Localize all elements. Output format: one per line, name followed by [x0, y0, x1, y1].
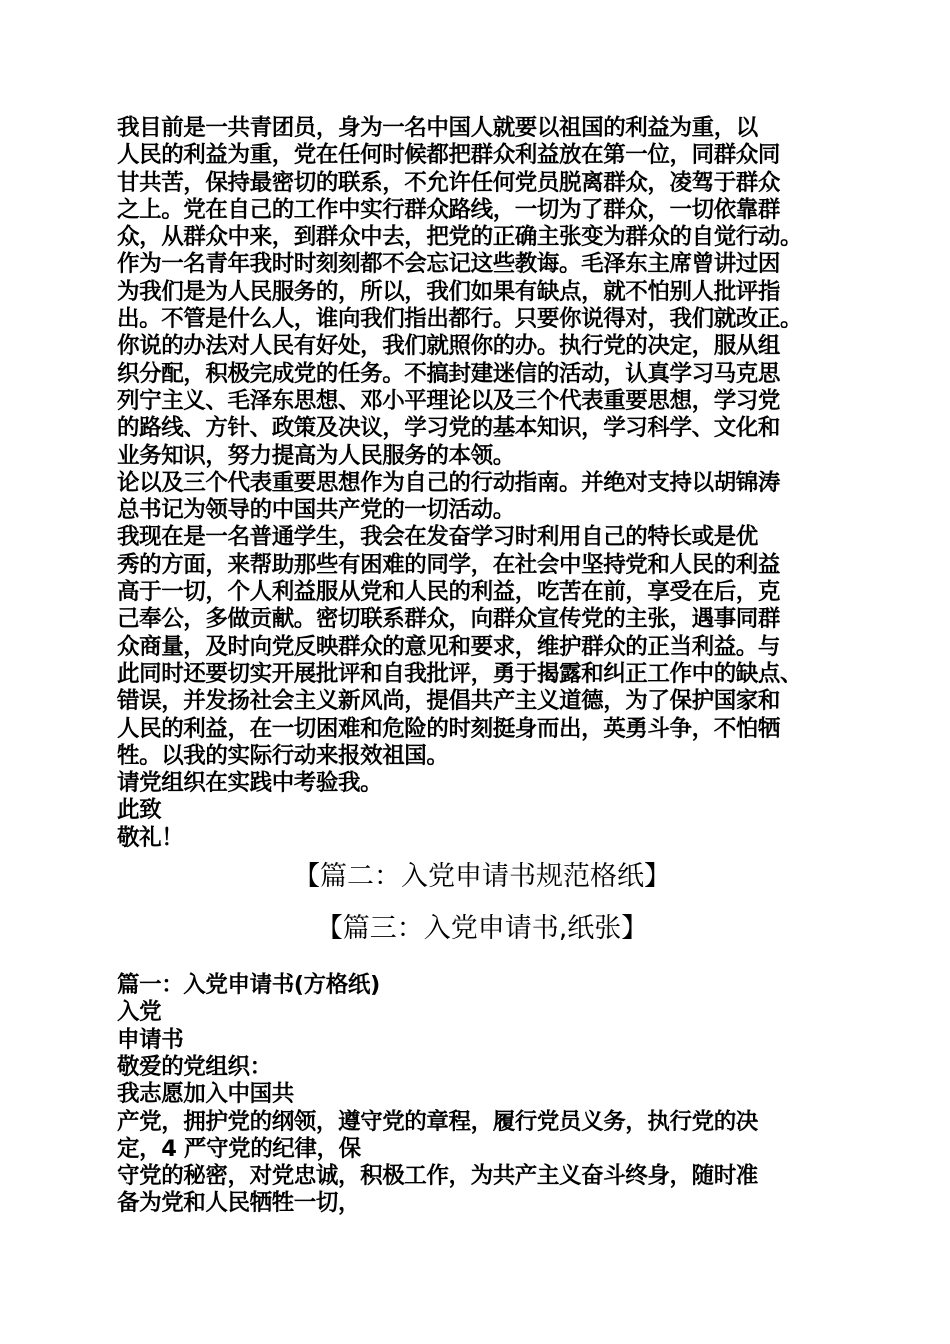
text-line: 敬礼！: [117, 824, 184, 851]
text-line: 此致: [117, 797, 162, 824]
text-line: 总书记为领导的中国共产党的一切活动。: [117, 497, 515, 524]
text-line: 秀的方面，来帮助那些有困难的同学，在社会中坚持党和人民的利益: [117, 551, 781, 578]
text-line: 论以及三个代表重要思想作为自己的行动指南。并绝对支持以胡锦涛: [117, 469, 781, 496]
text-line: 定，4 严守党的纪律，保: [117, 1135, 361, 1162]
text-line: 人民的利益，在一切困难和危险的时刻挺身而出，英勇斗争，不怕牺: [117, 715, 781, 742]
text-line: 入党: [117, 999, 162, 1026]
body-block-1: [117, 115, 847, 852]
text-line: 列宁主义、毛泽东思想、邓小平理论以及三个代表重要思想，学习党: [117, 387, 781, 414]
text-line: 此同时还要切实开展批评和自我批评，勇于揭露和纠正工作中的缺点、: [117, 660, 803, 687]
text-line: 你说的办法对人民有好处，我们就照你的办。执行党的决定，服从组: [117, 333, 781, 360]
text-line: 之上。党在自己的工作中实行群众路线，一切为了群众，一切依靠群: [117, 196, 781, 223]
text-line: 我志愿加入中国共: [117, 1081, 294, 1108]
text-line: 敬爱的党组织：: [117, 1053, 272, 1080]
text-line: 织分配，积极完成党的任务。不搞封建迷信的活动，认真学习马克思: [117, 360, 781, 387]
text-line: 甘共苦，保持最密切的联系，不允许任何党员脱离群众，凌驾于群众: [117, 169, 781, 196]
text-line: 备为党和人民牺牲一切，: [117, 1190, 361, 1217]
text-line: 众商量，及时向党反映群众的意见和要求，维护群众的正当利益。与: [117, 633, 781, 660]
body-block-2: [117, 972, 847, 1218]
text-line: 作为一名青年我时时刻刻都不会忘记这些教诲。毛泽东主席曾讲过因: [117, 251, 781, 278]
text-line: 高于一切，个人利益服从党和人民的利益，吃苦在前，享受在后，克: [117, 579, 781, 606]
text-line: 出。不管是什么人，谁向我们指出都行。只要你说得对，我们就改正。: [117, 306, 803, 333]
text-line: 请党组织在实践中考验我。: [117, 770, 383, 797]
text-line: 申请书: [117, 1026, 184, 1053]
document-page: [117, 115, 847, 1218]
text-line: 错误，并发扬社会主义新风尚，提倡共产主义道德，为了保护国家和: [117, 688, 781, 715]
section-heading-2: 【篇二：入党申请书规范格纸】: [293, 861, 671, 893]
text-line: 己奉公，多做贡献。密切联系群众，向群众宣传党的主张，遇事同群: [117, 606, 781, 633]
text-line: 人民的利益为重，党在任何时候都把群众利益放在第一位，同群众同: [117, 142, 781, 169]
text-line: 牲。以我的实际行动来报效祖国。: [117, 742, 449, 769]
text-line: 产党，拥护党的纲领，遵守党的章程，履行党员义务，执行党的决: [117, 1108, 758, 1135]
text-line: 守党的秘密，对党忠诚，积极工作，为共产主义奋斗终身，随时准: [117, 1163, 758, 1190]
text-line: 篇一：入党申请书(方格纸): [117, 972, 380, 999]
text-line: 的路线、方针、政策及决议，学习党的基本知识，学习科学、文化和: [117, 415, 781, 442]
section-heading-3: 【篇三：入党申请书,纸张】: [315, 913, 649, 945]
text-line: 业务知识，努力提高为人民服务的本领。: [117, 442, 515, 469]
text-line: 我现在是一名普通学生，我会在发奋学习时利用自己的特长或是优: [117, 524, 758, 551]
text-line: 我目前是一共青团员，身为一名中国人就要以祖国的利益为重，以: [117, 115, 758, 141]
text-line: 众，从群众中来，到群众中去，把党的正确主张变为群众的自觉行动。: [117, 224, 803, 251]
text-line: 为我们是为人民服务的，所以，我们如果有缺点，就不怕别人批评指: [117, 278, 781, 305]
